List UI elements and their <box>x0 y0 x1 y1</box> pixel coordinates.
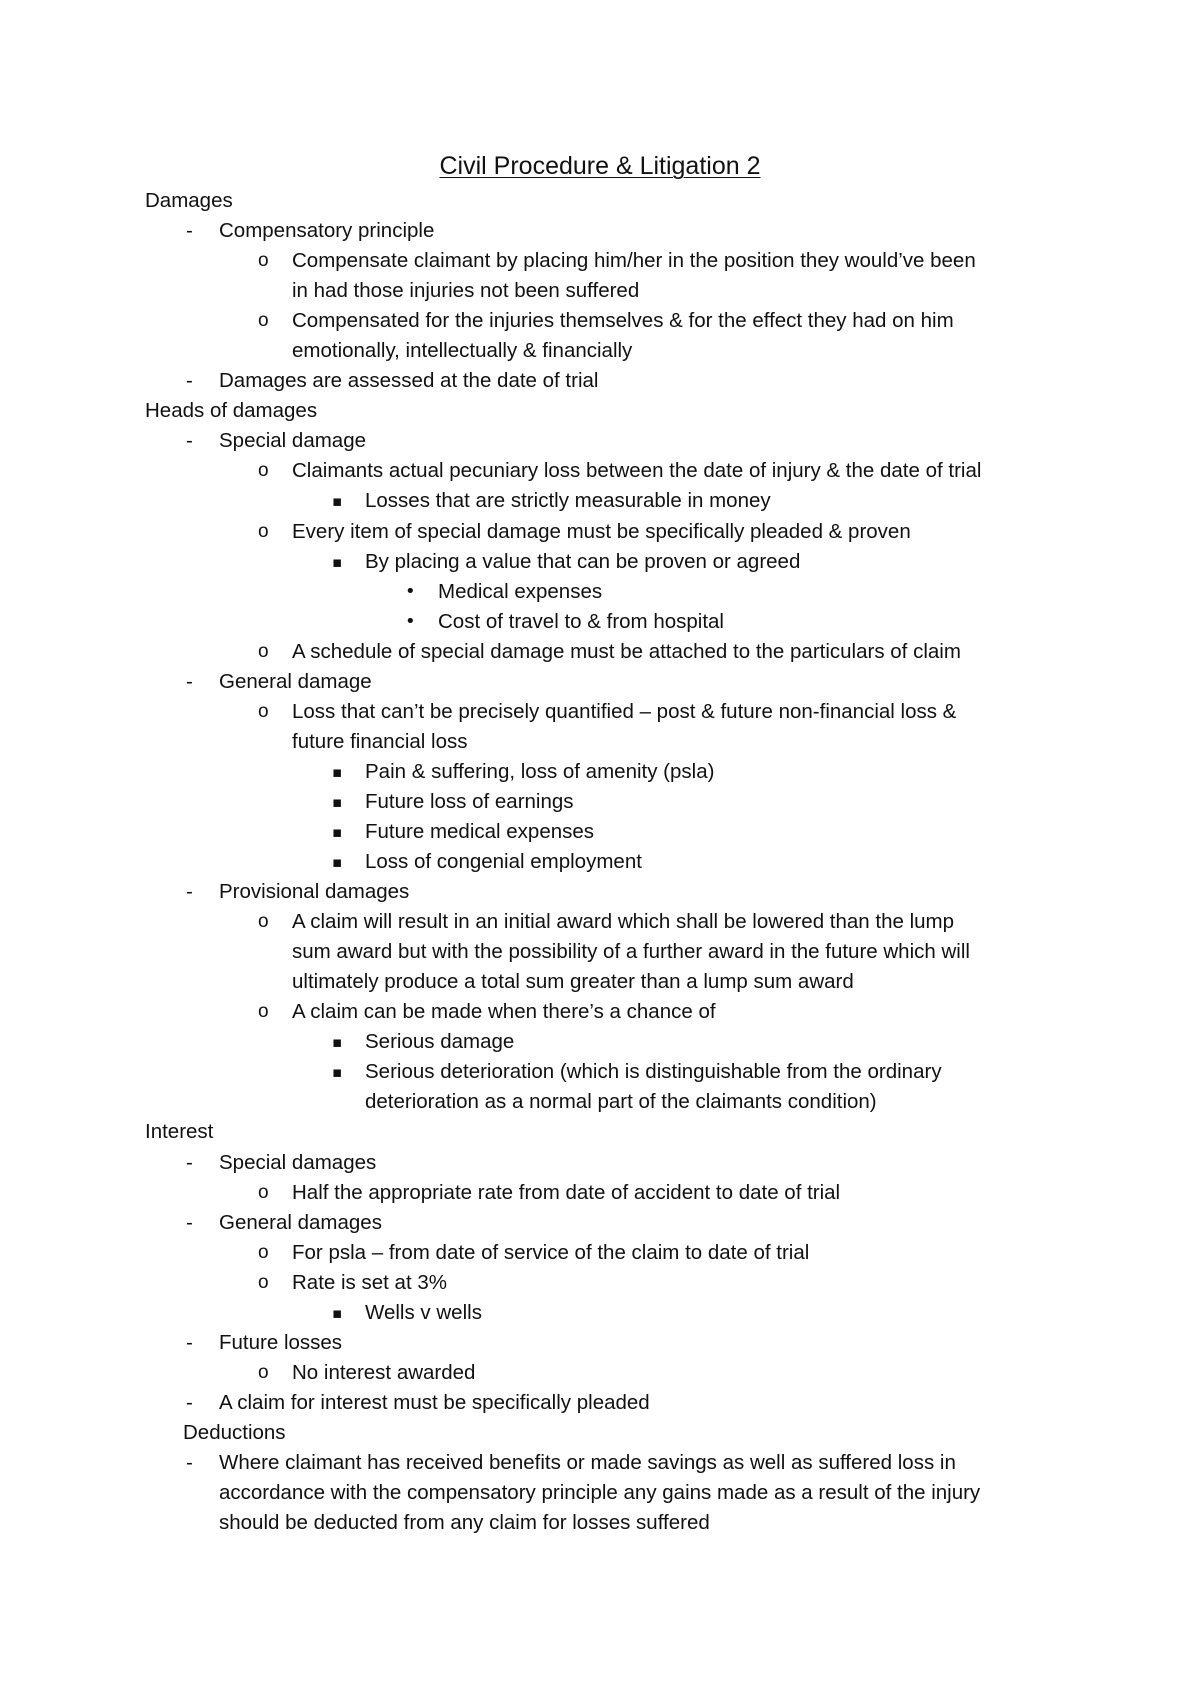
item-text: accordance with the compensatory principle any gains made as a result of the injury <box>219 1481 981 1505</box>
list-item <box>0 637 1200 667</box>
square-marker: ▪ <box>332 792 343 811</box>
item-text: Loss that can’t be precisely quantified – post & future non-financial loss & <box>292 699 957 723</box>
dash-marker: - <box>186 669 193 693</box>
dot-marker: • <box>405 610 416 632</box>
section-heading-heads-of-damages <box>0 396 1200 426</box>
item-text: Rate is set at 3% <box>292 1270 447 1294</box>
list-item <box>0 1238 1200 1268</box>
item-text: By placing a value that can be proven or agreed <box>365 549 801 573</box>
item-text: For psla – from date of service of the claim to date of trial <box>292 1240 810 1264</box>
item-text: deterioration as a normal part of the claimants condition) <box>365 1090 877 1114</box>
list-item <box>0 1448 1200 1478</box>
square-marker: ▪ <box>332 1063 343 1082</box>
list-item <box>0 1208 1200 1238</box>
item-text: General damage <box>219 669 372 693</box>
item-text: Future losses <box>219 1330 343 1354</box>
dash-marker: - <box>186 1210 193 1234</box>
list-item <box>0 517 1200 547</box>
item-text: Losses that are strictly measurable in money <box>365 489 771 513</box>
heading-text: Interest <box>145 1120 214 1144</box>
item-text: Provisional damages <box>219 880 410 904</box>
list-item <box>0 847 1200 877</box>
item-text: Future medical expenses <box>365 819 595 843</box>
section-heading-interest <box>0 1117 1200 1147</box>
list-item <box>0 306 1200 336</box>
heading-text: Heads of damages <box>145 399 318 423</box>
list-item <box>0 1027 1200 1057</box>
circle-marker: o <box>258 640 269 662</box>
item-text: in had those injuries not been suffered <box>292 279 640 303</box>
list-item <box>0 366 1200 396</box>
item-text: General damages <box>219 1210 382 1234</box>
item-text: A schedule of special damage must be attached to the particulars of claim <box>292 639 961 663</box>
list-item <box>0 486 1200 516</box>
list-item <box>0 1178 1200 1208</box>
list-item <box>0 246 1200 276</box>
item-text: ultimately produce a total sum greater than a lump sum award <box>292 970 854 994</box>
item-text: No interest awarded <box>292 1360 476 1384</box>
item-text: sum award but with the possibility of a further award in the future which will <box>292 940 970 964</box>
item-text: Serious damage <box>365 1030 515 1054</box>
item-text: Loss of congenial employment <box>365 850 642 874</box>
dash-marker: - <box>186 1150 193 1174</box>
item-text: A claim for interest must be specifically pleaded <box>219 1390 650 1414</box>
list-item-continuation <box>0 1478 1200 1508</box>
heading-text: Deductions <box>183 1420 286 1444</box>
page-title <box>0 148 1200 184</box>
square-marker: ▪ <box>332 762 343 781</box>
dash-marker: - <box>186 880 193 904</box>
list-item <box>0 577 1200 607</box>
list-item-continuation <box>0 336 1200 366</box>
item-text: Claimants actual pecuniary loss between the date of injury & the date of trial <box>292 459 982 483</box>
list-item <box>0 1358 1200 1388</box>
circle-marker: o <box>258 250 269 272</box>
list-item <box>0 426 1200 456</box>
list-item-continuation <box>0 727 1200 757</box>
list-item-continuation <box>0 1087 1200 1117</box>
list-item <box>0 607 1200 637</box>
item-text: Wells v wells <box>365 1300 482 1324</box>
item-text: Future loss of earnings <box>365 789 574 813</box>
square-marker: ▪ <box>332 822 343 841</box>
item-text: Compensatory principle <box>219 219 435 243</box>
heading-text: Damages <box>145 189 233 212</box>
dash-marker: - <box>186 1330 193 1354</box>
square-marker: ▪ <box>332 1303 343 1322</box>
item-text: Serious deterioration (which is distinguishable from the ordinary <box>365 1060 942 1084</box>
section-heading-damages <box>0 186 1200 216</box>
list-item <box>0 1298 1200 1328</box>
item-text: Special damage <box>219 429 367 453</box>
list-item <box>0 667 1200 697</box>
document-body <box>0 186 1200 1538</box>
list-item <box>0 697 1200 727</box>
circle-marker: o <box>258 310 269 332</box>
circle-marker: o <box>258 1181 269 1203</box>
list-item <box>0 757 1200 787</box>
list-item <box>0 1268 1200 1298</box>
circle-marker: o <box>258 1361 269 1383</box>
list-item-continuation <box>0 937 1200 967</box>
circle-marker: o <box>258 520 269 542</box>
dash-marker: - <box>186 369 193 393</box>
item-text: A claim can be made when there’s a chance of <box>292 1000 716 1024</box>
list-item <box>0 877 1200 907</box>
square-marker: ▪ <box>332 853 343 872</box>
item-text: Pain & suffering, loss of amenity (psla) <box>365 759 715 783</box>
list-item <box>0 547 1200 577</box>
dash-marker: - <box>186 1390 193 1414</box>
list-item <box>0 997 1200 1027</box>
list-item <box>0 1328 1200 1358</box>
list-item <box>0 907 1200 937</box>
list-item <box>0 1057 1200 1087</box>
circle-marker: o <box>258 1241 269 1263</box>
item-text: should be deducted from any claim for losses suffered <box>219 1511 710 1535</box>
dot-marker: • <box>405 580 416 602</box>
item-text: Compensated for the injuries themselves & for the effect they had on him <box>292 309 954 333</box>
dash-marker: - <box>186 219 193 243</box>
page-title-text: Civil Procedure & Litigation 2 <box>439 152 761 180</box>
dash-marker: - <box>186 1450 193 1474</box>
item-text: Where claimant has received benefits or made savings as well as suffered loss in <box>219 1450 956 1474</box>
section-heading-deductions <box>0 1418 1200 1448</box>
list-item <box>0 456 1200 486</box>
square-marker: ▪ <box>332 1033 343 1052</box>
circle-marker: o <box>258 911 269 933</box>
item-text: emotionally, intellectually & financially <box>292 339 633 363</box>
list-item-continuation <box>0 276 1200 306</box>
item-text: Special damages <box>219 1150 377 1174</box>
list-item-continuation <box>0 1508 1200 1538</box>
list-item <box>0 1148 1200 1178</box>
item-text: Medical expenses <box>438 579 603 603</box>
list-item <box>0 817 1200 847</box>
list-item-continuation <box>0 967 1200 997</box>
item-text: Half the appropriate rate from date of accident to date of trial <box>292 1180 841 1204</box>
circle-marker: o <box>258 1271 269 1293</box>
item-text: A claim will result in an initial award which shall be lowered than the lump <box>292 910 955 934</box>
circle-marker: o <box>258 460 269 482</box>
list-item <box>0 1388 1200 1418</box>
circle-marker: o <box>258 1001 269 1023</box>
item-text: Every item of special damage must be specifically pleaded & proven <box>292 519 911 543</box>
item-text: Cost of travel to & from hospital <box>438 609 724 633</box>
dash-marker: - <box>186 429 193 453</box>
item-text: Compensate claimant by placing him/her in the position they would’ve been <box>292 249 976 273</box>
circle-marker: o <box>258 700 269 722</box>
square-marker: ▪ <box>332 492 343 511</box>
list-item <box>0 787 1200 817</box>
item-text: future financial loss <box>292 729 468 753</box>
item-text: Damages are assessed at the date of trial <box>219 369 599 393</box>
square-marker: ▪ <box>332 552 343 571</box>
list-item <box>0 216 1200 246</box>
